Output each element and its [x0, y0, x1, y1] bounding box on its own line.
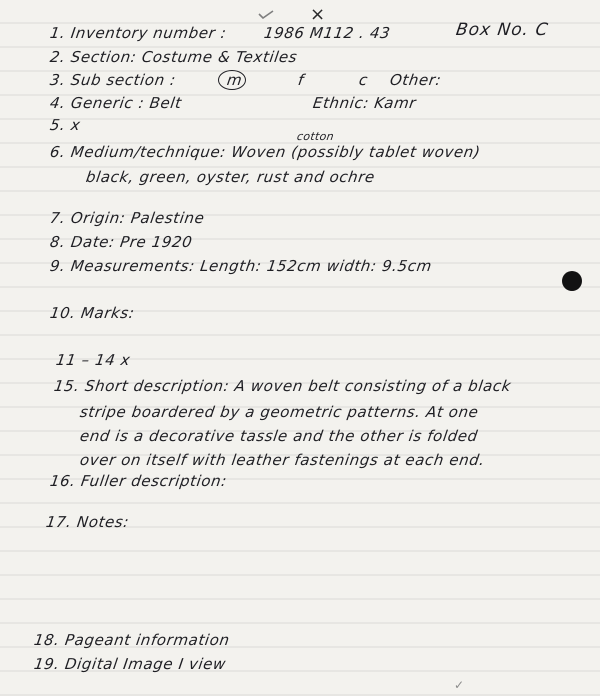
line-15b: stripe boardered by a geometric patterns. At one	[78, 403, 480, 421]
line-18: 18. Pageant information	[32, 631, 231, 649]
line-15d: over on itself with leather fastenings at each end.	[78, 451, 487, 469]
line-4-right: Ethnic: Kamr	[311, 94, 418, 112]
line-17: 17. Notes:	[44, 513, 131, 531]
line-1-label: 1. Inventory number :	[48, 24, 228, 42]
line-2: 2. Section: Costume & Textiles	[48, 48, 299, 66]
sub-section-f: f	[296, 71, 306, 89]
line-15c: end is a decorative tassle and the other is folded	[78, 427, 480, 445]
line-7: 7. Origin: Palestine	[48, 209, 206, 227]
box-number: Box No. C	[454, 20, 550, 40]
line-3-label: 3. Sub section :	[48, 71, 178, 89]
line-6b: black, green, oyster, rust and ochre	[84, 168, 377, 186]
line-6-main: 6. Medium/technique: Woven (possibly tablet woven)	[48, 143, 482, 161]
line-4-left: 4. Generic : Belt	[48, 94, 183, 112]
line-16: 16. Fuller description:	[48, 472, 229, 490]
line-8: 8. Date: Pre 1920	[48, 233, 194, 251]
sub-section-c: c	[357, 71, 370, 89]
bottom-check-mark: ✓	[454, 678, 465, 692]
line-15a: 15. Short description: A woven belt consisting of a black	[52, 377, 513, 395]
tick-mark	[258, 4, 274, 13]
inventory-number-value: 1986 M112 . 43	[262, 24, 392, 42]
sub-section-m: m	[225, 71, 244, 89]
line-19: 19. Digital Image I view	[32, 655, 228, 673]
line-11: 11 – 14 x	[54, 351, 132, 369]
line-5: 5. x	[48, 116, 82, 134]
line-10: 10. Marks:	[48, 304, 136, 322]
line-9: 9. Measurements: Length: 152cm width: 9.5cm	[48, 257, 434, 275]
line-6-note: cotton	[296, 130, 335, 143]
cross-mark: ×	[310, 4, 326, 25]
black-dot	[562, 271, 582, 291]
sub-section-other: Other:	[388, 71, 443, 89]
